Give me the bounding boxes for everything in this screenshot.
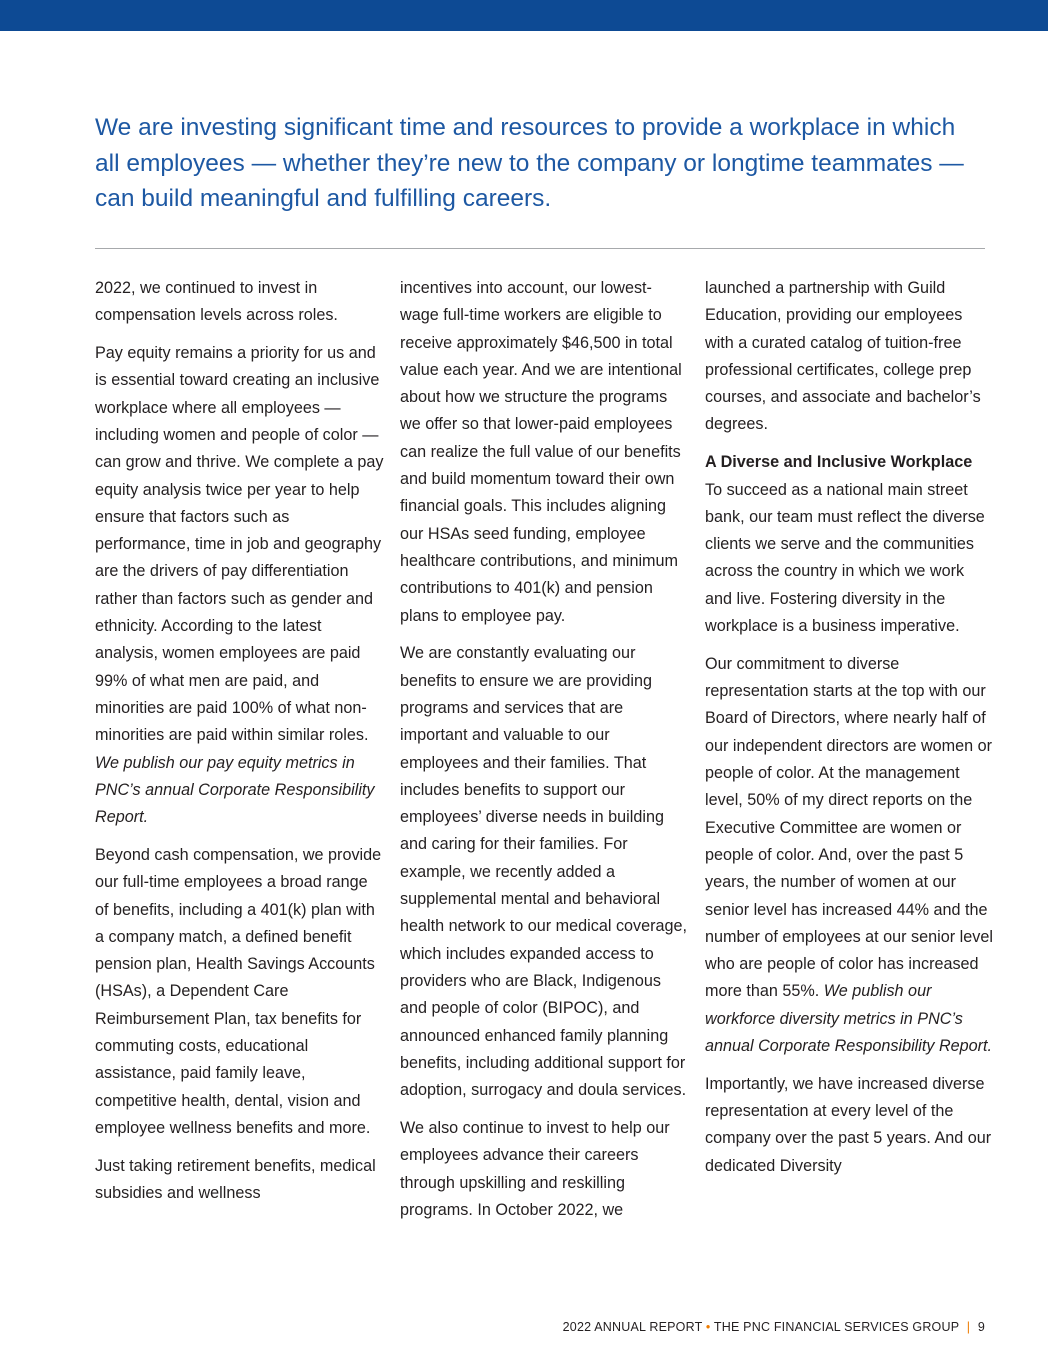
- text-column-3: [705, 275, 995, 1191]
- text-column-1: [95, 275, 385, 1218]
- paragraph: [705, 449, 995, 640]
- page-number: 9: [977, 1320, 985, 1334]
- paragraph: We are constantly evaluating our benefits to ensure we are providing programs and services that are important and valuable to our employees and their families. That includes benefits to support our employees’ diverse needs in building and caring for their families. For example, we recently added a supplemental mental and behavioral health network to our medical coverage, which includes expanded access to providers who are Black, Indigenous and people of color (BIPOC), and announced enhanced family planning benefits, including additional support for adoption, surrogacy and doula services.: [400, 644, 688, 1100]
- paragraph: [95, 340, 385, 831]
- text-column-2: [400, 275, 690, 1235]
- footer-company-name: THE PNC FINANCIAL SERVICES GROUP: [713, 1320, 960, 1334]
- paragraph: 2022, we continued to invest in compensation levels across roles.: [95, 279, 338, 325]
- paragraph-text: Pay equity remains a priority for us and is essential toward creating an inclusive workplace where all employees — including women and people of color — can grow and thrive. We complete a pay equity analysis twice per year to help ensure that factors such as performance, time in job and geography are the drivers of pay differentiation rather than factors such as gender and ethnicity. According to the latest analysis, women employees are paid 99% of what men are paid, and minorities are paid 100% of what non-minorities are paid within similar roles.: [95, 344, 384, 745]
- section-heading: A Diverse and Inclusive Workplace: [705, 453, 973, 472]
- divider-rule: [95, 248, 985, 249]
- paragraph: Importantly, we have increased diverse representation at every level of the company over the past 5 years. And our dedicated Diversity: [705, 1074, 992, 1175]
- paragraph: incentives into account, our lowest-wage full-time workers are eligible to receive approximately $46,500 in total value each year. And we are intentional about how we structure the programs we offer so that lower-paid employees can realize the full value of our benefits and build momentum toward their own financial goals. This includes aligning our HSAs seed funding, employee healthcare contributions, and minimum contributions to 401(k) and pension plans to employee pay.: [400, 279, 682, 625]
- paragraph-text: To succeed as a national main street bank, our team must reflect the diverse clients we serve and the communities across the country in which we work and live. Fostering diversity in the workplace is a business imperative.: [705, 480, 985, 636]
- paragraph-text: Our commitment to diverse representation starts at the top with our Board of Directors, where nearly half of our independent directors are women or people of color. At the management level, 50% of my direct reports on the Executive Committee are women or people of color. And, over the past 5 years, the number of women at our senior level has increased 44% and the number of employees at our senior level who are people of color has increased more than 55%.: [705, 654, 993, 1001]
- paragraph: Beyond cash compensation, we provide our full-time employees a broad range of benefits, including a 401(k) plan with a company match, a defined benefit pension plan, Health Savings Accounts (HSAs), a Dependent Care Reimbursement Plan, tax benefits for commuting costs, educational assistance, paid family leave, competitive health, dental, vision and employee wellness benefits and more.: [95, 845, 382, 1137]
- pull-quote: We are investing significant time and resources to provide a workplace in which all employees — whether they’re new to the company or longtime teammates — can build meaningful and fulfilling careers.: [95, 114, 964, 212]
- paragraph: Just taking retirement benefits, medical subsidies and wellness: [95, 1156, 376, 1202]
- footer-bullet: •: [705, 1320, 711, 1334]
- italic-note: We publish our pay equity metrics in PNC’s annual Corporate Responsibility Report.: [95, 753, 375, 827]
- paragraph: [705, 651, 995, 1060]
- paragraph: We also continue to invest to help our employees advance their careers through upskilling and reskilling programs. In October 2022, we: [400, 1118, 670, 1219]
- footer-report-label: 2022 ANNUAL REPORT: [562, 1320, 703, 1334]
- footer-separator: |: [966, 1320, 971, 1334]
- paragraph: launched a partnership with Guild Education, providing our employees with a curated catalog of tuition-free professional certificates, college prep courses, and associate and bachelor’s degrees.: [705, 279, 981, 434]
- header-color-band: [0, 0, 1048, 31]
- page-footer: [563, 1320, 985, 1334]
- italic-note: We publish our workforce diversity metrics in PNC’s annual Corporate Responsibility Report.: [705, 982, 993, 1056]
